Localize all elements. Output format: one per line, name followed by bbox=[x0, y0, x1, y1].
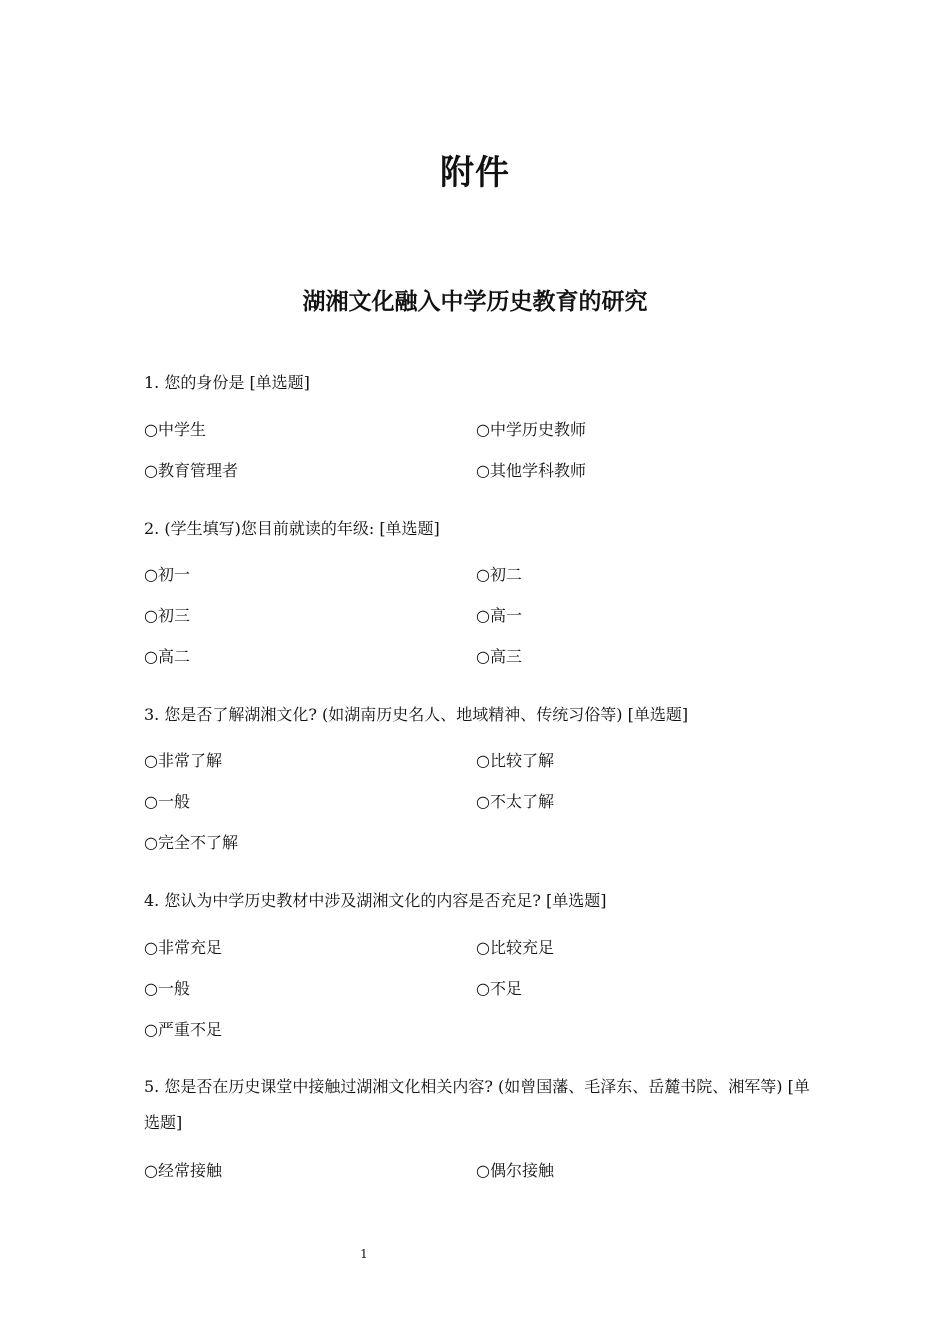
question-1: 1. 您的身份是 [单选题] bbox=[144, 373, 310, 392]
option-q4-2[interactable]: ○比较充足 bbox=[476, 938, 554, 957]
option-q3-4[interactable]: ○不太了解 bbox=[476, 792, 554, 811]
question-5: 5. 您是否在历史课堂中接触过湖湘文化相关内容? (如曾国藩、毛泽东、岳麓书院、湘军等) [单选题] bbox=[144, 1077, 810, 1132]
option-q5-2[interactable]: ○偶尔接触 bbox=[476, 1161, 554, 1180]
question-4: 4. 您认为中学历史教材中涉及湖湘文化的内容是否充足? [单选题] bbox=[144, 891, 607, 910]
survey-title: 湖湘文化融入中学历史教育的研究 bbox=[302, 288, 648, 315]
page-title: 附件 bbox=[440, 153, 510, 193]
option-q2-3[interactable]: ○初三 bbox=[144, 606, 190, 625]
option-q4-4[interactable]: ○不足 bbox=[476, 979, 522, 998]
option-q2-2[interactable]: ○初二 bbox=[476, 565, 522, 584]
option-q4-1[interactable]: ○非常充足 bbox=[144, 938, 222, 957]
option-q3-5[interactable]: ○完全不了解 bbox=[144, 833, 238, 852]
option-q1-4[interactable]: ○其他学科教师 bbox=[476, 461, 586, 480]
option-q2-5[interactable]: ○高二 bbox=[144, 647, 190, 666]
option-q1-2[interactable]: ○中学历史教师 bbox=[476, 420, 586, 439]
option-q1-1[interactable]: ○中学生 bbox=[144, 420, 206, 439]
option-q2-6[interactable]: ○高三 bbox=[476, 647, 522, 666]
option-q4-3[interactable]: ○一般 bbox=[144, 979, 190, 998]
option-q2-4[interactable]: ○高一 bbox=[476, 606, 522, 625]
option-q4-5[interactable]: ○严重不足 bbox=[144, 1020, 222, 1039]
page-number: 1 bbox=[360, 1247, 368, 1261]
option-q1-3[interactable]: ○教育管理者 bbox=[144, 461, 238, 480]
option-q3-3[interactable]: ○一般 bbox=[144, 792, 190, 811]
option-q3-2[interactable]: ○比较了解 bbox=[476, 751, 554, 770]
option-q5-1[interactable]: ○经常接触 bbox=[144, 1161, 222, 1180]
option-q2-1[interactable]: ○初一 bbox=[144, 565, 190, 584]
question-3: 3. 您是否了解湖湘文化? (如湖南历史名人、地域精神、传统习俗等) [单选题] bbox=[144, 705, 689, 724]
question-2: 2. (学生填写)您目前就读的年级: [单选题] bbox=[144, 519, 440, 538]
option-q3-1[interactable]: ○非常了解 bbox=[144, 751, 222, 770]
